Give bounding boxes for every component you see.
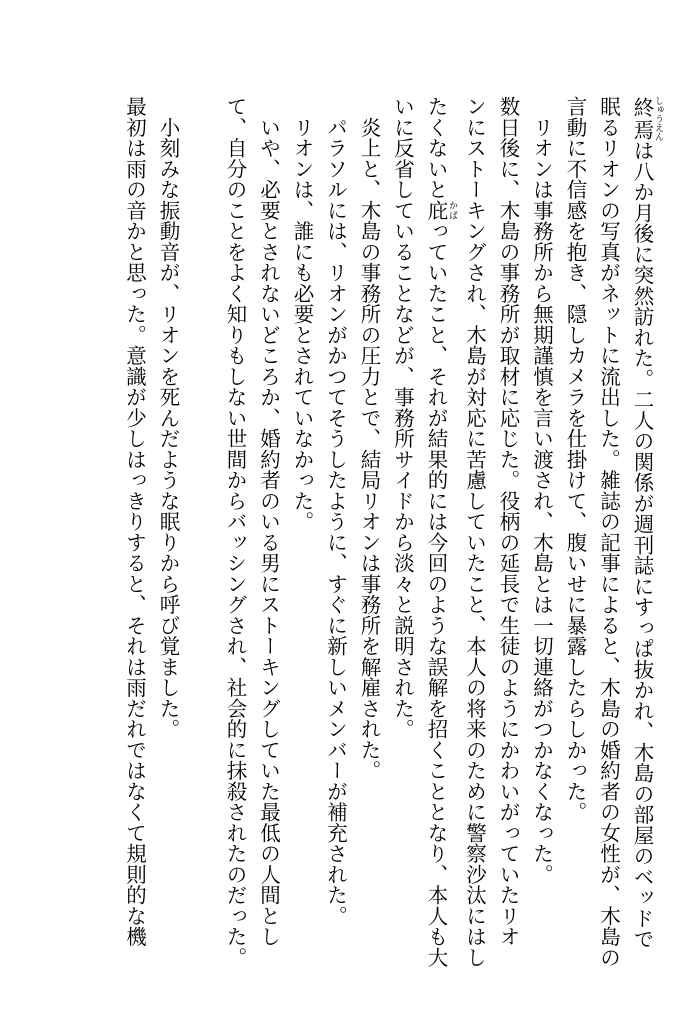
vertical-text-body [117, 96, 663, 968]
text-line [385, 96, 419, 956]
text-run: パラソルには、リオンがかつてそうしたように、すぐに新しいメンバーが補充された。 [323, 96, 348, 926]
ruby-word [424, 199, 457, 221]
text-run: っていたこと、それが結果的には今回のような誤解を招くこととなり、本人も大 [424, 220, 448, 968]
text-run: 最初は雨の音かと思った。意識が少しはっきりすると、それは雨だれではなくて規則的な機 [122, 96, 147, 947]
text-run: たくないと [424, 96, 448, 200]
text-line [558, 96, 592, 956]
text-run: は八か月後に突然訪れた。二人の関係が週刊誌にすっぱ抜かれ、木島の部屋のベッドで [630, 140, 654, 950]
text-line [419, 96, 458, 968]
text-line [352, 96, 386, 956]
text-run: リオンは、誰にも必要とされていなかった。 [290, 96, 314, 532]
text-line [491, 96, 525, 956]
text-line [251, 96, 285, 956]
text-run: 眠るリオンの写真がネットに流出した。雑誌の記事によると、木島の婚約者の女性が、木島の [596, 96, 621, 968]
text-run: て、自分のことをよく知りもしない世間からバッシングされ、社会的に抹殺されたのだった。 [223, 96, 247, 968]
ruby-reading: かば [447, 199, 457, 221]
ruby-word [630, 96, 663, 141]
text-run: リオンは事務所から無期謹慎を言い渡され、木島とは一切連絡がつかなくなった。 [529, 96, 554, 885]
text-run: 小刻みな振動音が、リオンを死んだような眠りから呼び覚ました。 [156, 96, 180, 740]
text-line [524, 96, 558, 956]
text-line [318, 96, 352, 956]
text-run: いや、必要とされないどころか、婚約者のいる男にストーキングしていた最低の人間とし [256, 96, 281, 947]
text-line [457, 96, 491, 968]
text-run: 言動に不信感を抱き、隠しカメラを仕掛けて、腹いせに暴露したらしかった。 [563, 96, 587, 823]
text-run: いに反省していることなどが、事務所サイドから淡々と説明された。 [390, 96, 415, 740]
text-line [591, 96, 625, 968]
text-line [625, 96, 664, 956]
ruby-reading: しゅうえん [653, 96, 663, 141]
text-line [218, 96, 252, 968]
text-line [285, 96, 319, 956]
text-run: 炎上と、木島の事務所の圧力とで、結局リオンは事務所を解雇された。 [357, 96, 381, 781]
text-line [117, 96, 151, 956]
ruby-base: 庇 [424, 199, 448, 221]
text-run: 数日後に、木島の事務所が取材に応じた。役柄の延長で生徒のようにかわいがっていたリオ [496, 96, 520, 947]
text-run: ンにストーキングされ、木島が対応に苦慮していたこと、本人の将来のために警察沙汰にはし [462, 96, 487, 968]
scene-break [184, 96, 218, 97]
text-line [151, 96, 185, 956]
ruby-base: 終焉 [630, 96, 654, 141]
